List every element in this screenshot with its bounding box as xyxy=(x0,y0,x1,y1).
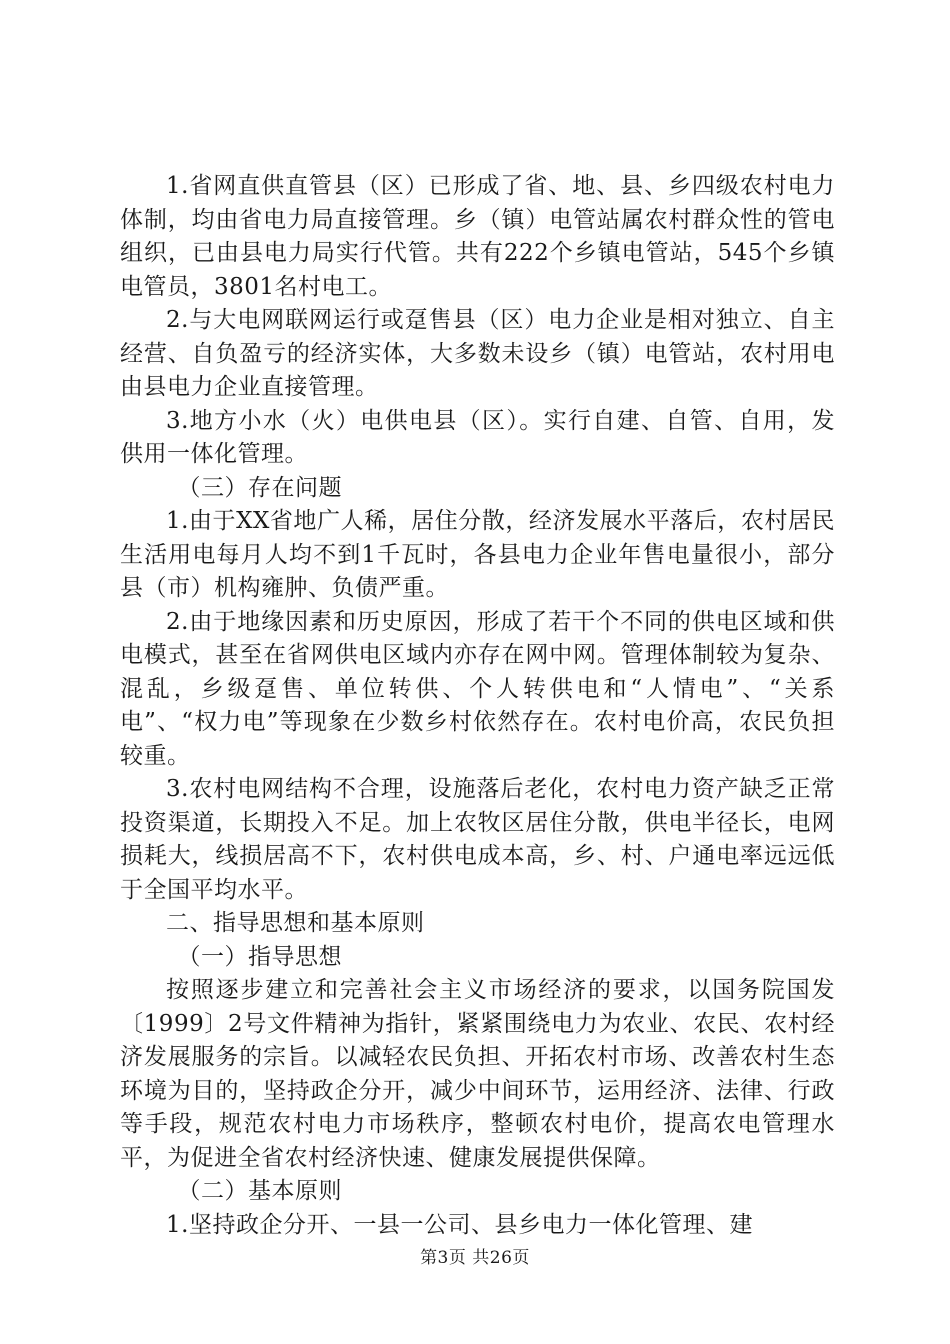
section-subheading: （三）存在问题 xyxy=(177,474,342,501)
paragraph: 2.与大电网联网运行或趸售县（区）电力企业是相对独立、自主经营、自负盈亏的经济实体，大多数未设乡（镇）电管站，农村用电由县电力企业直接管理。 xyxy=(120,307,835,400)
paragraph: 1.坚持政企分开、一县一公司、县乡电力一体化管理、建 xyxy=(166,1211,753,1238)
paragraph: 2.由于地缘因素和历史原因，形成了若干个不同的供电区域和供电模式，甚至在省网供电区域内亦存在网中网。管理体制较为复杂、混乱，乡级趸售、单位转供、个人转供电和“人情电”、“关系电”、“权力电”等现象在少数乡村依然存在。农村电价高，农民负担较重。 xyxy=(120,608,835,769)
section-heading: 二、指导思想和基本原则 xyxy=(166,910,425,936)
section-subheading: （二）基本原则 xyxy=(177,1178,342,1204)
paragraph: 1.省网直供直管县（区）已形成了省、地、县、乡四级农村电力体制，均由省电力局直接管理。乡（镇）电管站属农村群众性的管电组织，已由县电力局实行代管。共有222个乡镇电管站，545个乡镇电管员，3801名村电工。 xyxy=(120,173,835,300)
page-number-footer: 第3页 共26页 xyxy=(420,1248,530,1268)
document-body xyxy=(120,170,835,1242)
paragraph: 3.地方小水（火）电供电县（区）。实行自建、自管、自用，发供用一体化管理。 xyxy=(120,407,835,467)
paragraph: 按照逐步建立和完善社会主义市场经济的要求，以国务院国发〔1999〕2号文件精神为指针，紧紧围绕电力为农业、农民、农村经济发展服务的宗旨。以减轻农民负担、开拓农村市场、改善农村生态环境为目的，坚持政企分开，减少中间环节，运用经济、法律、行政等手段，规范农村电力市场秩序，整顿农村电价，提高农电管理水平，为促进全省农村经济快速、健康发展提供保障。 xyxy=(120,977,835,1171)
section-subheading: （一）指导思想 xyxy=(177,943,342,970)
paragraph: 3.农村电网结构不合理，设施落后老化，农村电力资产缺乏正常投资渠道，长期投入不足。加上农牧区居住分散，供电半径长，电网损耗大，线损居高不下，农村供电成本高，乡、村、户通电率远远低于全国平均水平。 xyxy=(120,776,835,903)
paragraph: 1.由于XX省地广人稀，居住分散，经济发展水平落后，农村居民生活用电每月人均不到1千瓦时，各县电力企业年售电量很小，部分县（市）机构雍肿、负债严重。 xyxy=(120,508,835,601)
